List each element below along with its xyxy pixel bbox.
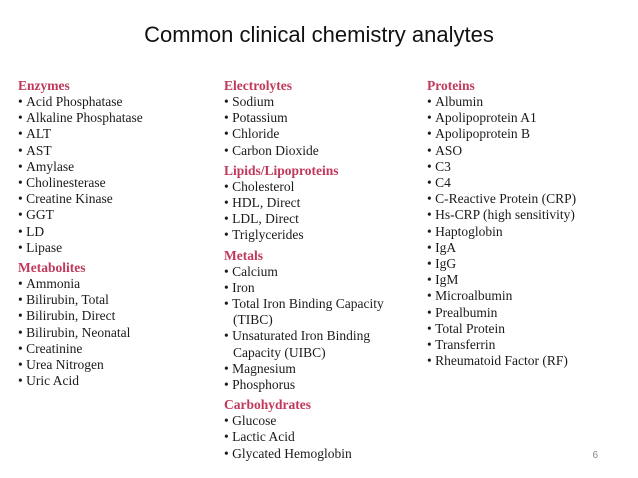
analyte-item: • Glucose xyxy=(224,413,414,429)
analyte-item: • LD xyxy=(18,224,208,240)
analyte-item: • Acid Phosphatase xyxy=(18,94,208,110)
analyte-item: • Haptoglobin xyxy=(427,224,627,240)
analyte-item: • Potassium xyxy=(224,110,414,126)
section-heading: Carbohydrates xyxy=(224,397,311,413)
analyte-item: • Apolipoprotein B xyxy=(427,126,627,142)
analyte-item: • Albumin xyxy=(427,94,627,110)
section-heading: Proteins xyxy=(427,78,475,93)
analyte-item: • Rheumatoid Factor (RF) xyxy=(427,353,627,369)
analyte-item: • IgG xyxy=(427,256,627,272)
analyte-item: • Apolipoprotein A1 xyxy=(427,110,627,126)
column-2 xyxy=(224,77,414,462)
analyte-item: • Bilirubin, Direct xyxy=(18,308,208,324)
column-3 xyxy=(427,77,627,369)
analyte-list xyxy=(224,413,414,462)
analyte-item: • HDL, Direct xyxy=(224,195,414,211)
analyte-item: • Creatine Kinase xyxy=(18,191,208,207)
analyte-item: • Total Iron Binding Capacity (TIBC) xyxy=(224,296,405,328)
analyte-item: • AST xyxy=(18,143,208,159)
analyte-item: • Prealbumin xyxy=(427,305,627,321)
analyte-item: • Triglycerides xyxy=(224,227,414,243)
analyte-list xyxy=(18,276,208,389)
analyte-item: • Glycated Hemoglobin xyxy=(224,446,414,462)
section-heading: Lipids/Lipoproteins xyxy=(224,162,339,178)
analyte-item: • Sodium xyxy=(224,94,414,110)
analyte-item: • Ammonia xyxy=(18,276,208,292)
analyte-list xyxy=(224,94,414,159)
analyte-item: • Transferrin xyxy=(427,337,627,353)
analyte-item: • Chloride xyxy=(224,126,414,142)
analyte-item: • Urea Nitrogen xyxy=(18,357,208,373)
slide-title: Common clinical chemistry analytes xyxy=(144,22,494,47)
analyte-item: • Amylase xyxy=(18,159,208,175)
analyte-list xyxy=(427,94,627,369)
section-heading: Enzymes xyxy=(18,78,70,93)
analyte-item: • Lactic Acid xyxy=(224,429,414,445)
analyte-item: • Phosphorus xyxy=(224,377,414,393)
analyte-item: • Cholesterol xyxy=(224,179,414,195)
section-heading: Electrolytes xyxy=(224,78,292,93)
analyte-item: • Unsaturated Iron Binding Capacity (UIBC) xyxy=(224,328,405,360)
analyte-item: • C4 xyxy=(427,175,627,191)
analyte-list xyxy=(18,94,208,256)
analyte-item: • ASO xyxy=(427,143,627,159)
analyte-item: • Cholinesterase xyxy=(18,175,208,191)
analyte-item: • C-Reactive Protein (CRP) xyxy=(427,191,627,207)
analyte-item: • Microalbumin xyxy=(427,288,627,304)
column-1 xyxy=(18,77,208,389)
analyte-item: • Bilirubin, Neonatal xyxy=(18,325,208,341)
analyte-item: • Alkaline Phosphatase xyxy=(18,110,208,126)
analyte-item: • Bilirubin, Total xyxy=(18,292,208,308)
page-number: 6 xyxy=(592,450,598,461)
analyte-item: • Magnesium xyxy=(224,361,414,377)
analyte-item: • GGT xyxy=(18,207,208,223)
analyte-item: • IgM xyxy=(427,272,627,288)
analyte-item: • LDL, Direct xyxy=(224,211,414,227)
analyte-item: • Calcium xyxy=(224,264,414,280)
analyte-list xyxy=(224,179,414,244)
analyte-list xyxy=(224,264,414,394)
analyte-item: • Carbon Dioxide xyxy=(224,143,414,159)
section-heading: Metabolites xyxy=(18,260,86,276)
analyte-item: • ALT xyxy=(18,126,208,142)
section-heading: Metals xyxy=(224,247,263,263)
analyte-item: • C3 xyxy=(427,159,627,175)
analyte-item: • Iron xyxy=(224,280,414,296)
analyte-item: • Total Protein xyxy=(427,321,627,337)
analyte-item: • Lipase xyxy=(18,240,208,256)
analyte-item: • Uric Acid xyxy=(18,373,208,389)
analyte-item: • Hs-CRP (high sensitivity) xyxy=(427,207,627,223)
analyte-item: • IgA xyxy=(427,240,627,256)
analyte-item: • Creatinine xyxy=(18,341,208,357)
